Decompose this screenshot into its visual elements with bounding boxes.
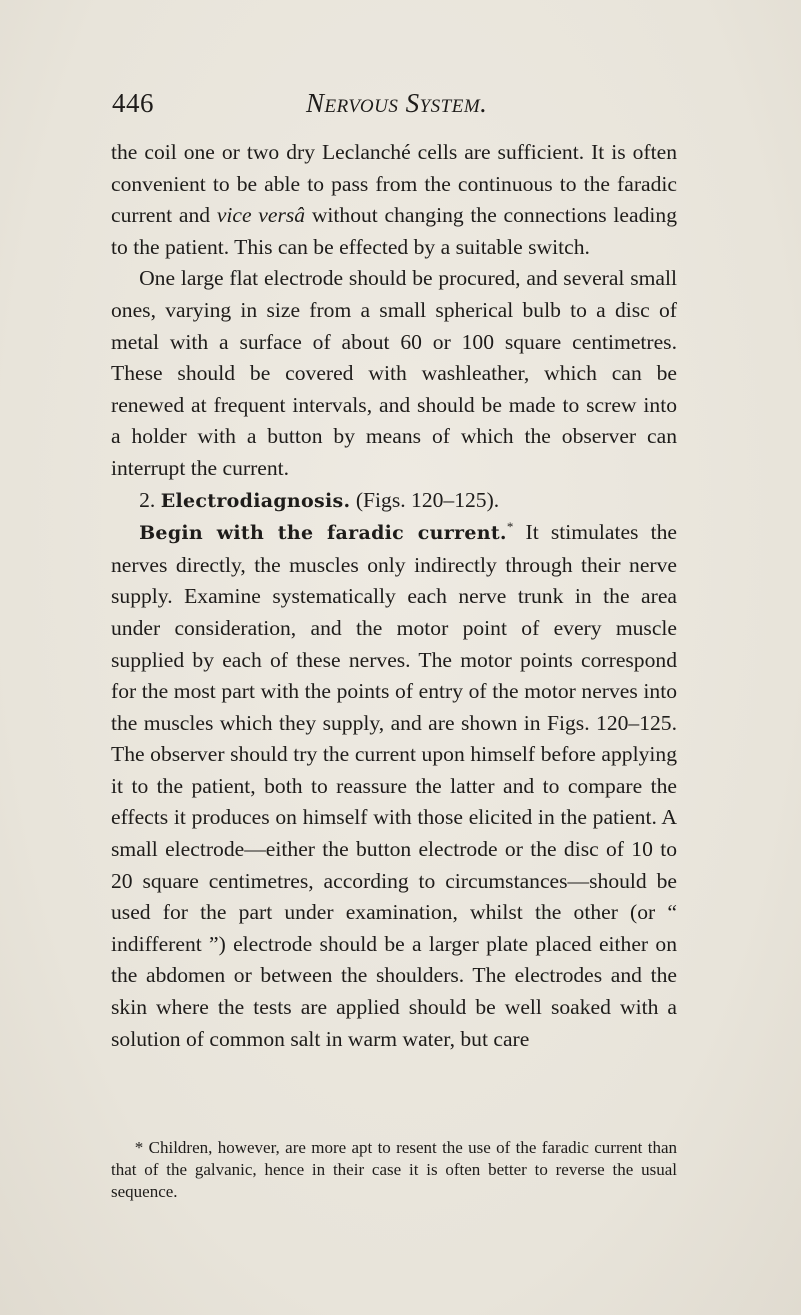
footnote [111,1137,677,1203]
footnote-text: Children, however, are more apt to resent the use of the faradic current than that of the galvanic, hence in their case it is often better to reverse the usual sequence. [111,1138,677,1201]
footnote-reference: * [506,518,514,534]
paragraph-4-text: It stimulates the nerves directly, the muscles only indirectly through their nerve supply. Examine systematically each nerve trunk in the area under consideration, and the motor point of every muscle supplied by each of these nerves. The motor points correspond for the most part with the points of entry of the motor nerves into the muscles which they supply, and are shown in Figs. 120–125. The observer should try the current upon himself before applying it to the patient, both to reassure the latter and to compare the effects it produces on himself with those elicited in the patient. A small electrode—either the button electrode or the disc of 10 to 20 square centimetres, according to circumstances—should be used for the part under examination, whilst the other (or “ indifferent ”) electrode should be a larger plate placed either on the abdomen or between the shoulders. The electrodes and the skin where the tests are applied should be well soaked with a solution of common salt in warm water, but care [111,520,678,1051]
paragraph-1-rest: without changing the connections leading to the patient. This can be effected by a suitable switch. [111,203,677,259]
italic-phrase: vice versâ [216,203,306,228]
footnote-paragraph [111,1137,677,1203]
subheading-faradic: Begin with the faradic current. [139,522,507,545]
paragraph-continuation [111,137,677,263]
paragraph-electrodiagnosis [111,485,677,518]
section-heading: Electrodiagnosis. [160,489,351,512]
page-number: 446 [112,88,154,118]
running-title: Nervous System. [306,88,488,118]
body-text [111,137,677,1055]
section-figure-ref: (Figs. 120–125). [355,487,500,512]
page-header [112,88,672,128]
section-number: 2. [139,487,156,512]
paragraph-electrodes [111,263,677,484]
paragraph-1-text: the coil one or two dry Leclanché cells are sufficient. It is often convenient to be able to pass from the continuous to the faradic current and [111,140,677,228]
paragraph-2-text: One large flat electrode should be procured, and several small ones, varying in size from a small spherical bulb to a disc of metal with a surface of about 60 or 100 square centimetres. These should be covered with washleather, which can be renewed at frequent intervals, and should be made to screw into a holder with a button by means of which the observer can interrupt the current. [111,266,677,480]
footnote-mark: * [134,1138,144,1157]
paragraph-faradic [111,517,677,1055]
